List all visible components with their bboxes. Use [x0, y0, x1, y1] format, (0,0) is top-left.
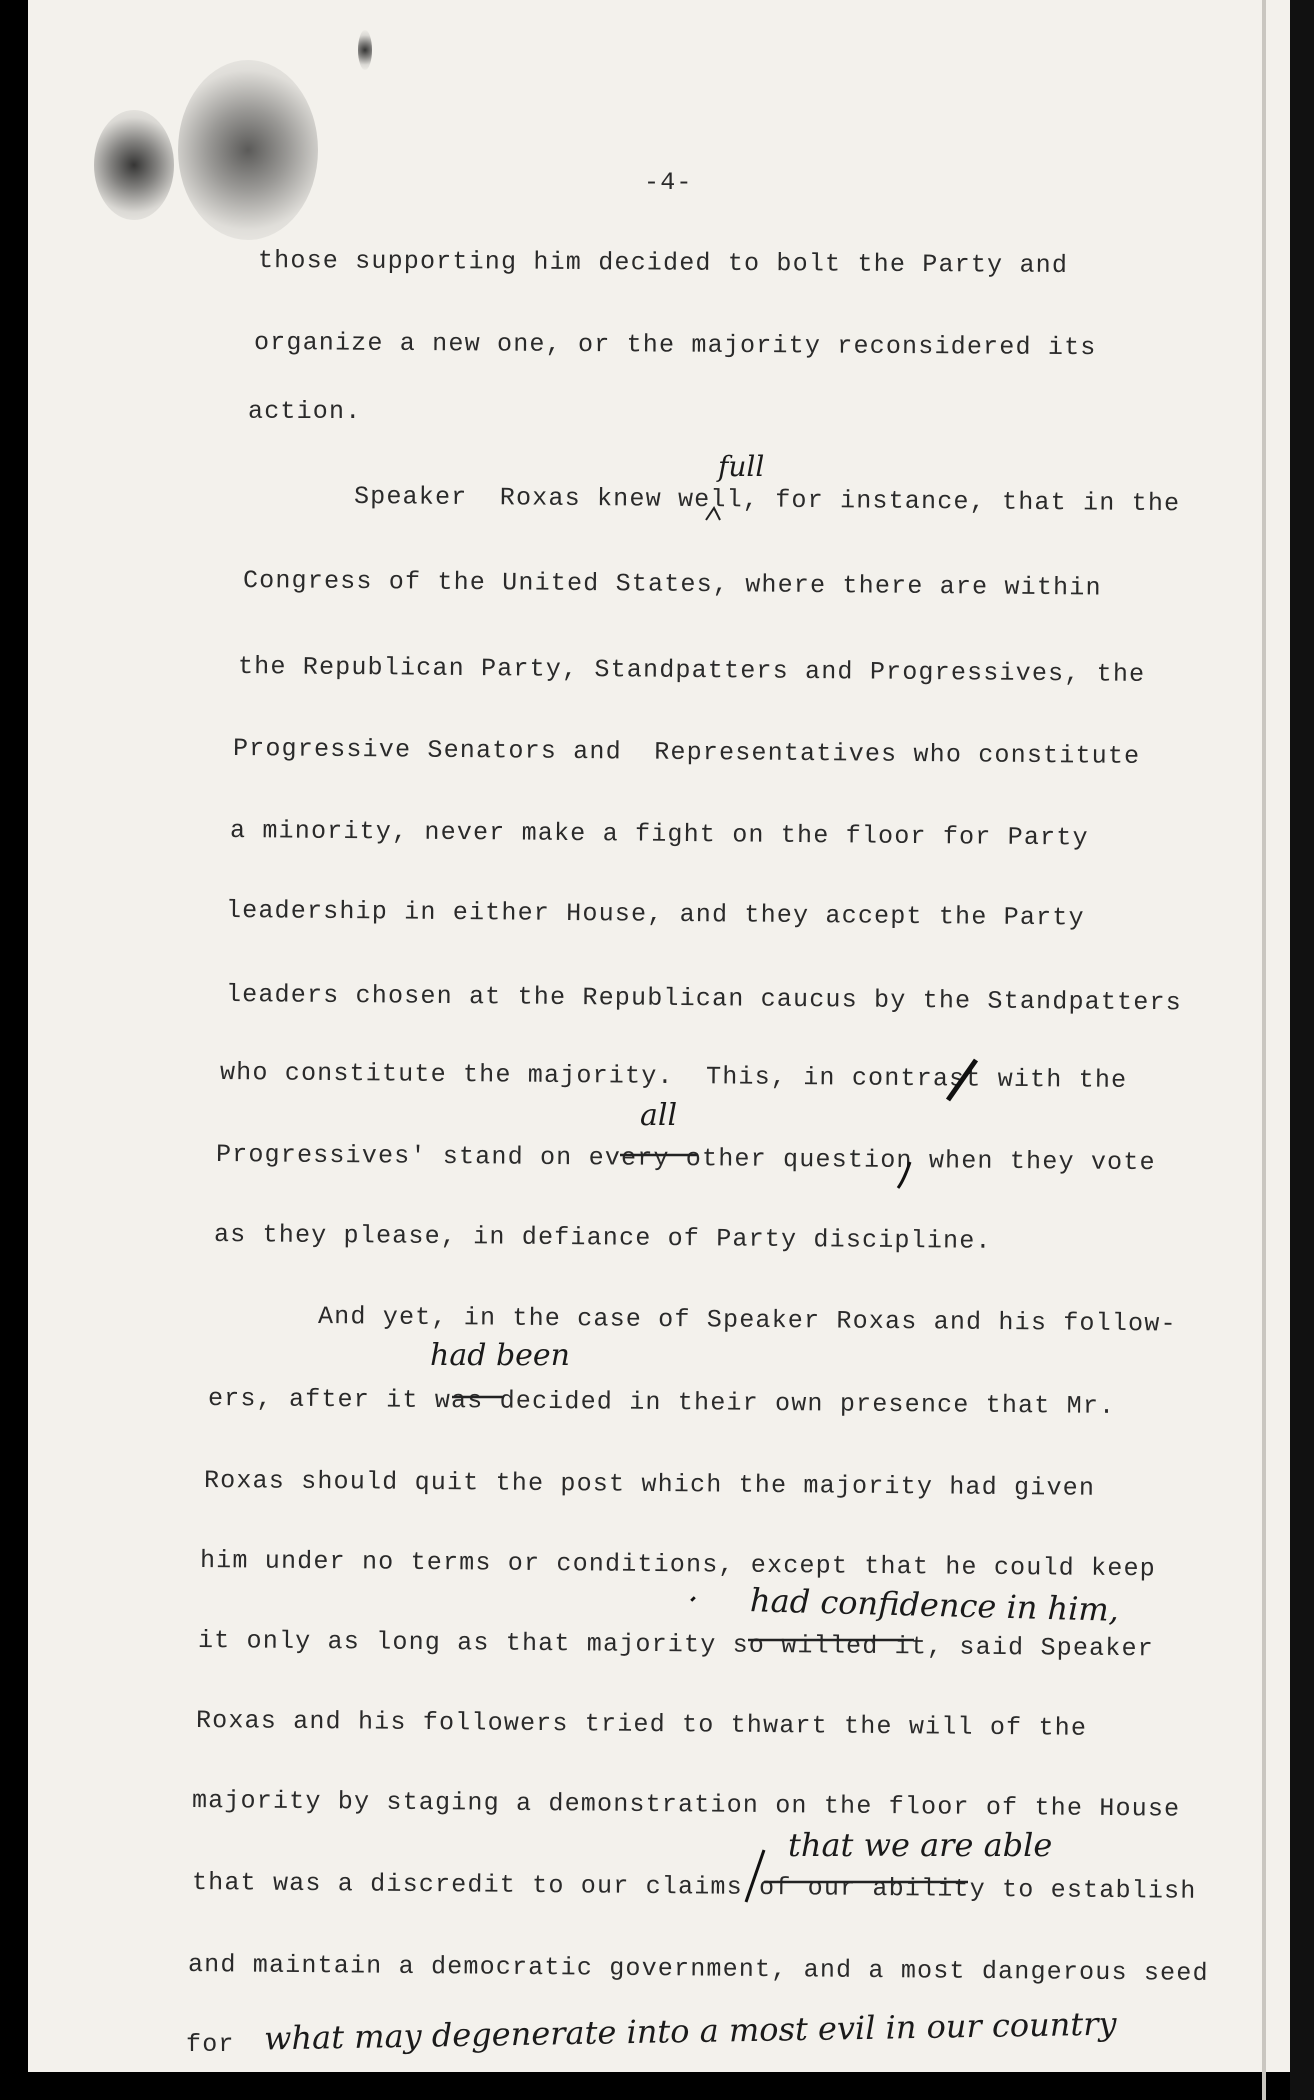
- edit-marks: [28, 0, 1290, 2072]
- text-line: leaders chosen at the Republican caucus by the Standpatters: [225, 980, 1183, 1018]
- handwritten-insertion: full: [718, 450, 765, 483]
- document-page: [28, 0, 1290, 2072]
- scan-border: [1290, 0, 1314, 2100]
- text-line: organize a new one, or the majority reconsidered its: [253, 328, 1097, 363]
- ink-smudge: [358, 30, 372, 70]
- text-line: and maintain a democratic government, and a most dangerous seed: [187, 1950, 1209, 1988]
- text-line: it only as long as that majority so willed it, said Speaker: [197, 1626, 1155, 1664]
- text-line: that was a discredit to our claims of our ability to establish: [191, 1868, 1197, 1906]
- dot-mark: [692, 1598, 694, 1600]
- ink-smudge: [94, 110, 174, 220]
- text-line: Roxas should quit the post which the majority had given: [203, 1466, 1096, 1503]
- text-line: Congress of the United States, where there are within: [242, 566, 1102, 603]
- text-line: Progressive Senators and Representatives who constitute: [232, 734, 1141, 771]
- handwritten-insertion: what may degenerate into a most evil in our country: [263, 2004, 1117, 2058]
- text-line: the Republican Party, Standpatters and Progressives, the: [237, 652, 1146, 689]
- page-number: -4-: [644, 168, 693, 197]
- handwritten-insertion: had been: [430, 1338, 570, 1373]
- text-line: And yet, in the case of Speaker Roxas and his follow-: [317, 1302, 1177, 1339]
- text-line: Roxas and his followers tried to thwart the will of the: [195, 1706, 1088, 1743]
- text-line: him under no terms or conditions, except that he could keep: [199, 1546, 1157, 1584]
- text-line: Speaker Roxas knew well, for instance, that in the: [353, 482, 1181, 519]
- page-edge: [1262, 0, 1266, 2100]
- text-line: for: [186, 2030, 235, 2059]
- text-line: ers, after it was decided in their own presence that Mr.: [207, 1384, 1116, 1421]
- handwritten-insertion: had confidence in him,: [749, 1581, 1120, 1629]
- ink-smudge: [178, 60, 318, 240]
- text-line: those supporting him decided to bolt the Party and: [257, 246, 1069, 280]
- handwritten-insertion: all: [640, 1098, 678, 1133]
- text-line: as they please, in defiance of Party discipline.: [213, 1220, 992, 1256]
- text-line: leadership in either House, and they accept the Party: [225, 896, 1085, 933]
- text-line: action.: [248, 397, 362, 426]
- text-line: majority by staging a demonstration on the floor of the House: [191, 1786, 1181, 1824]
- handwritten-insertion: that we are able: [788, 1826, 1053, 1864]
- text-line: Progressives' stand on every other question when they vote: [215, 1140, 1156, 1178]
- text-line: a minority, never make a fight on the floor for Party: [229, 816, 1089, 853]
- text-line: who constitute the majority. This, in contrast with the: [219, 1058, 1128, 1095]
